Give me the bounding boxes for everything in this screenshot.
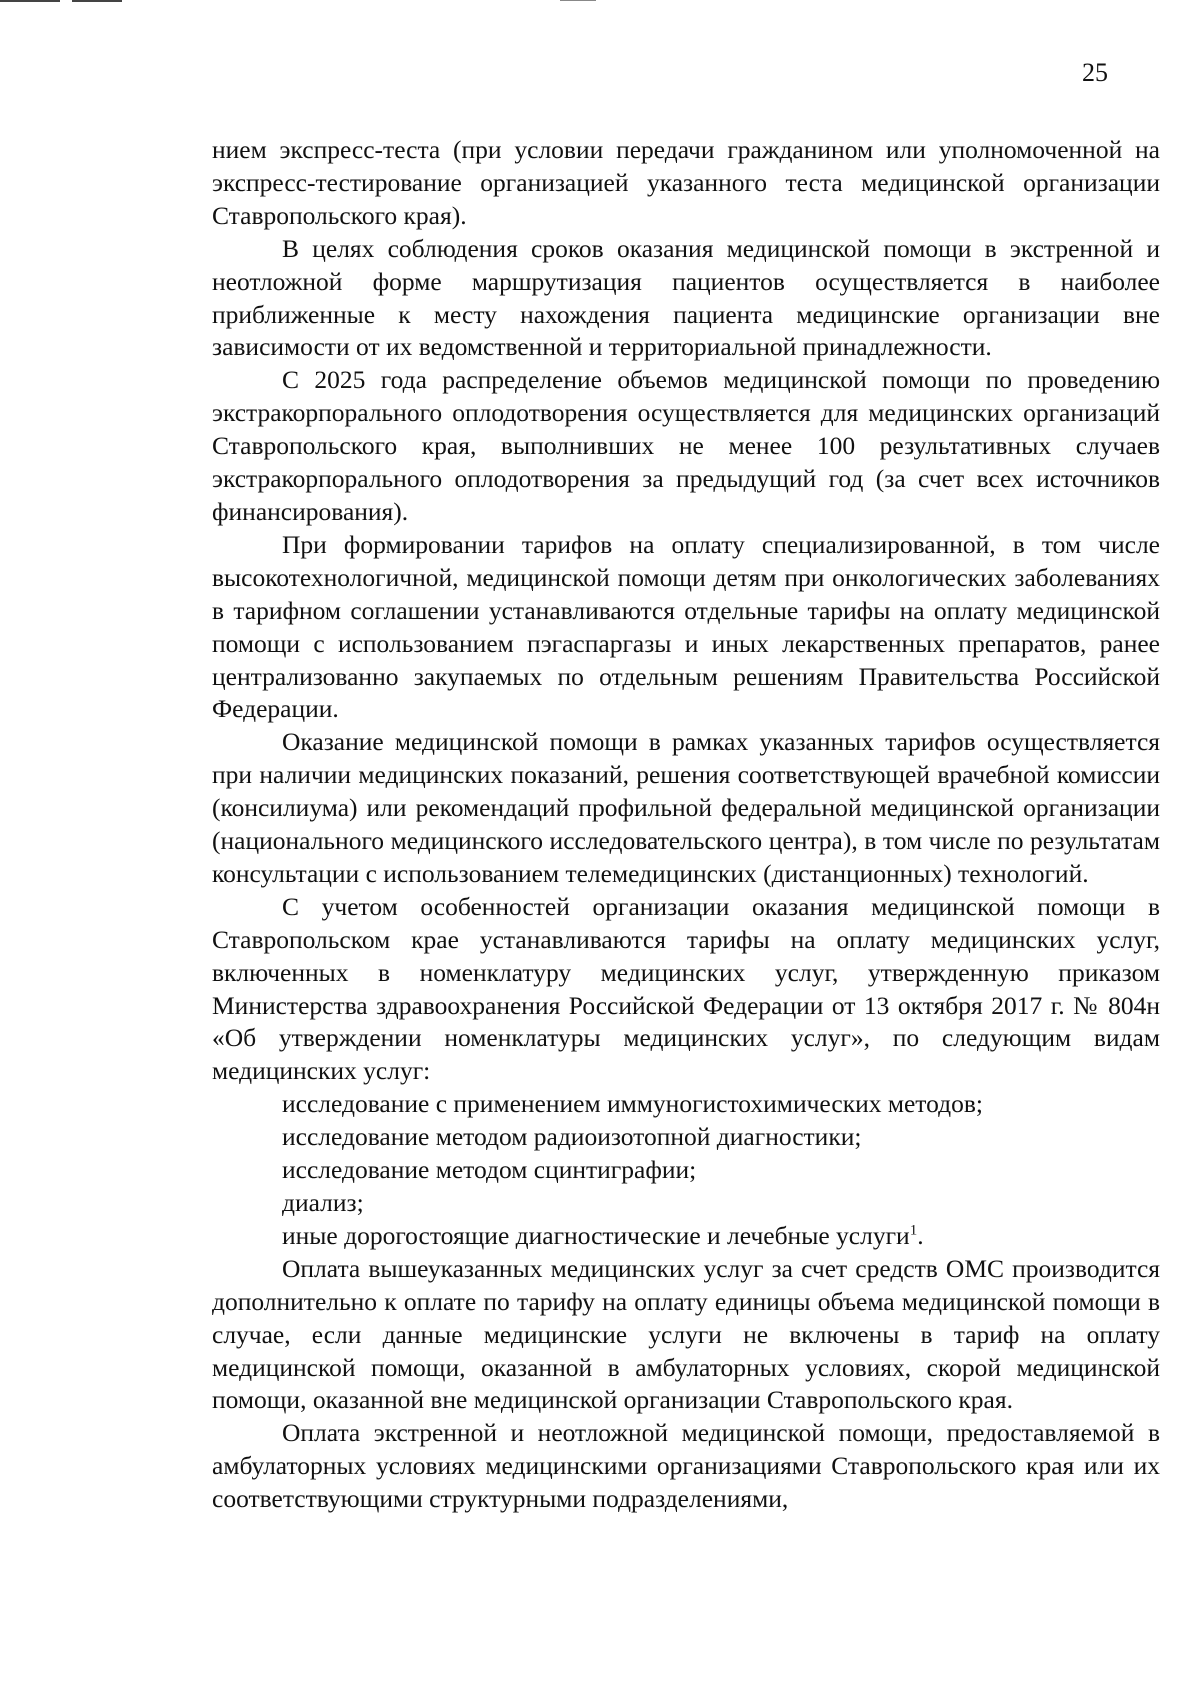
scan-edge-mark	[72, 0, 122, 2]
list-item: исследование методом радиоизотопной диагностики;	[282, 1122, 862, 1152]
service-list	[212, 1088, 1160, 1253]
list-item: исследование с применением иммуногистохимических методов;	[282, 1089, 983, 1119]
paragraph-service-tariffs: С учетом особенностей организации оказания медицинской помощи в Ставропольском крае устанавливаются тарифы на оплату медицинских услуг, включенных в номенклатуру медицинских услуг, утвержденную приказом Министерства здравоохранения Российской Федерации от 13 октября 2017 г. № 804н «Об утверждении номенклатуры медицинских услуг», по следующим видам медицинских услуг:	[212, 891, 1160, 1086]
list-item-text: иные дорогостоящие диагностические и лечебные услуги	[282, 1220, 910, 1250]
paragraph-tariffs-oncology: При формировании тарифов на оплату специализированной, в том числе высокотехнологичной, медицинской помощи детям при онкологических заболеваниях в тарифном соглашении устанавливаются отдельные тарифы на оплату медицинской помощи с использованием пэгаспаргазы и иных лекарственных препаратов, ранее централизованно закупаемых по отдельным решениям Правительства Российской Федерации.	[212, 529, 1160, 724]
paragraph-oms-payment: Оплата вышеуказанных медицинских услуг за счет средств ОМС производится дополнительно к оплате по тарифу на оплату единицы объема медицинской помощи в случае, если данные медицинские услуги не включены в тариф на оплату медицинской помощи, оказанной в амбулаторных условиях, скорой медицинской помощи, оказанной вне медицинской организации Ставропольского края.	[212, 1253, 1160, 1415]
scan-edge-mark	[0, 0, 60, 2]
document-body	[212, 134, 1160, 1516]
list-item: диализ;	[282, 1188, 364, 1217]
list-item-tail: .	[917, 1220, 924, 1250]
list-item: исследование методом сцинтиграфии;	[282, 1155, 697, 1185]
paragraph-routing: В целях соблюдения сроков оказания медицинской помощи в экстренной и неотложной форме маршрутизация пациентов осуществляется в наиболее приближенные к месту нахождения пациента медицинские организации вне зависимости от их ведомственной и территориальной принадлежности.	[212, 233, 1160, 362]
scan-edge-mark	[560, 0, 596, 1]
list-item-last	[212, 1220, 1160, 1253]
paragraph-ivf: С 2025 года распределение объемов медицинской помощи по проведению экстракорпорального оплодотворения осуществляется для медицинских организаций Ставропольского края, выполнивших не менее 100 результативных случаев экстракорпорального оплодотворения за предыдущий год (за счет всех источников финансирования).	[212, 365, 1160, 526]
paragraph-medical-indications: Оказание медицинской помощи в рамках указанных тарифов осуществляется при наличии медицинских показаний, решения соответствующей врачебной комиссии (консилиума) или рекомендаций профильной федеральной медицинской организации (национального медицинского исследовательского центра), в том числе по результатам консультации с использованием телемедицинских (дистанционных) технологий.	[212, 727, 1160, 888]
paragraph-continuation: нием экспресс-теста (при условии передачи гражданином или уполномоченной на экспресс-тестирование организацией указанного теста медицинской организации Ставропольского края).	[212, 135, 1160, 230]
footnote-reference: 1	[909, 1222, 918, 1239]
page-number: 25	[1082, 58, 1108, 87]
paragraph-emergency-payment: Оплата экстренной и неотложной медицинской помощи, предоставляемой в амбулаторных условиях медицинскими организациями Ставропольского края или их соответствующими структурными подразделениями,	[212, 1418, 1160, 1514]
